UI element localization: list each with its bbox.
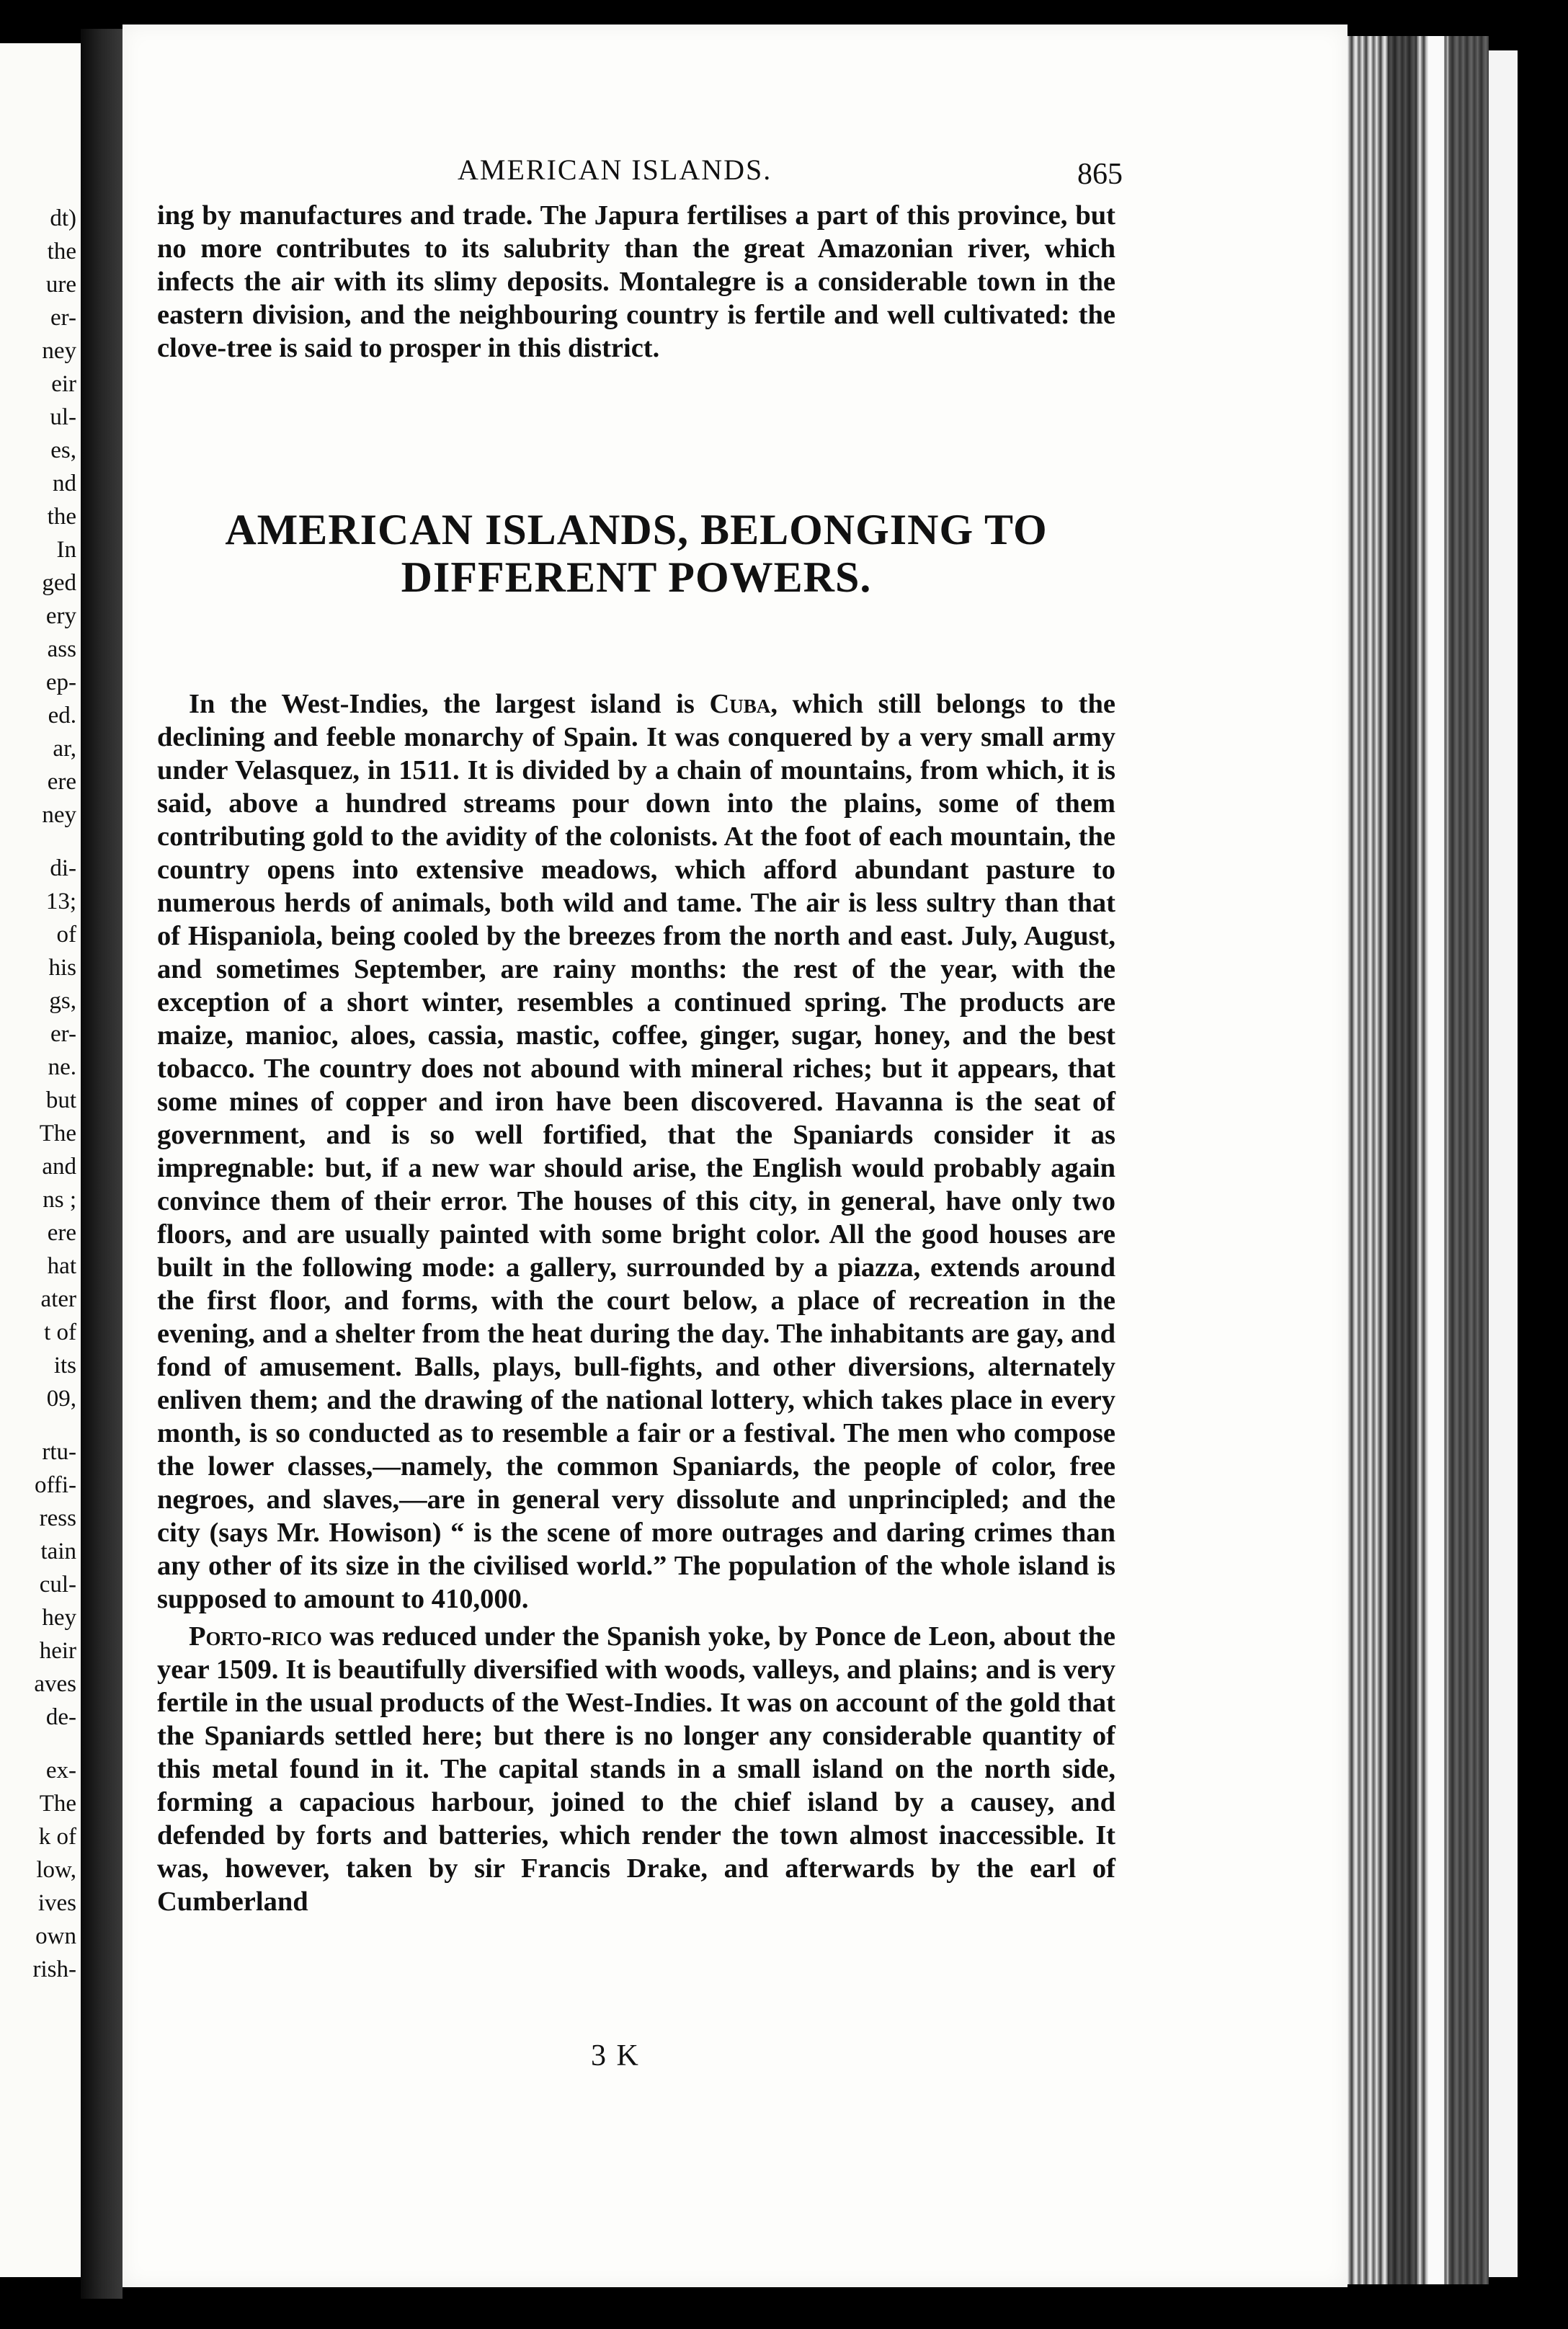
facing-page-line-fragment: ure (45, 272, 76, 298)
book-page (122, 25, 1348, 2287)
facing-page-line-fragment: er- (50, 305, 76, 331)
facing-page-line-fragment: ns ; (43, 1187, 76, 1213)
facing-page-line-fragment: the (47, 504, 76, 530)
background-edge (1489, 50, 1518, 2277)
facing-page-line-fragment: its (53, 1353, 76, 1379)
facing-page-line-fragment: k of (38, 1824, 76, 1850)
facing-page-line-fragment: offi- (34, 1472, 76, 1498)
section-title-line-1: AMERICAN ISLANDS, BELONGING TO (225, 506, 1048, 553)
facing-page-line-fragment: tain (40, 1538, 76, 1564)
facing-page-line-fragment: t of (44, 1319, 76, 1345)
facing-page-line-fragment: the (47, 239, 76, 264)
facing-page-line-fragment: hat (47, 1253, 76, 1279)
facing-page-line-fragment: his (48, 955, 76, 981)
facing-page-line-fragment: ne. (48, 1054, 76, 1080)
paragraph-rest: , which still belongs to the declining and feeble monarchy of Spain. It was conquered by a very small army under Velasquez, in 1511. It is divided by a chain of mountains, from which, it is said, above a hundred streams pour down into the plains, some of them contributing gold to the avidity of the colonists. At the foot of each mountain, the country opens into extensive meadows, which afford abundant pasture to numerous herds of animals, both wild and tame. The air is less sultry than that of Hispaniola, being cooled by the breezes from the north and east. July, August, and sometimes September, are rainy months: the rest of the year, with the exception of a short winter, resembles a continued spring. The products are maize, manioc, aloes, cassia, mastic, coffee, ginger, sugar, honey, and the best tobacco. The country does not abound with mineral riches; but it appears, that some mines of copper and iron have been discovered. Havanna is the seat of government, and is so well fortified, that the Spaniards consider it as impregnable: but, if a new war should arise, the English would probably again convince them of their error. The houses of this city, in general, have only two floors, and are usually painted with some bright color. All the good houses are built in the following mode: a gallery, surrounded by a piazza, extends around the first floor, and forms, with the court below, a place of recreation in the evening, and a shelter from the heat during the day. The inhabitants are gay, and fond of amusement. Balls, plays, bull-fights, and other diversions, alternately enliven them; and the drawing of the national lottery, which takes place in every month, is so conducted as to resemble a fair or a festival. The men who compose the lower classes,—namely, the common Spaniards, the people of color, free negroes, and slaves,—are in general very dissolute and unprincipled; and the city (says Mr. Howison) “ is the scene of more outrages and daring crimes than any other of its size in the civilised world.” The population of the whole island is supposed to amount to 410,000. (157, 689, 1115, 1614)
facing-page-line-fragment: low, (36, 1857, 76, 1883)
facing-page-line-fragment: ed. (48, 703, 76, 729)
paragraph-lead: In the West-Indies, the largest island is (189, 689, 710, 719)
facing-page-line-fragment: ney (42, 338, 76, 364)
facing-page-line-fragment: ere (47, 769, 76, 795)
section-title-line-2: DIFFERENT POWERS. (401, 553, 872, 601)
facing-page-line-fragment: and (42, 1154, 76, 1180)
facing-page-line-fragment: 13; (45, 889, 76, 914)
facing-page-line-fragment: The (39, 1121, 76, 1146)
page-edges (1348, 36, 1489, 2284)
section-title (157, 506, 1115, 601)
continued-paragraph (157, 199, 1115, 365)
facing-page-line-fragment: eir (51, 371, 76, 397)
facing-page-line-fragment: 09, (46, 1386, 76, 1412)
facing-page-line-fragment: ery (45, 603, 76, 629)
facing-page-line-fragment: but (45, 1087, 76, 1113)
facing-page-line-fragment: ep- (45, 669, 76, 695)
facing-page-line-fragment: es, (50, 437, 76, 463)
signature-mark: 3 K (591, 2039, 640, 2072)
facing-page-line-fragment: ives (37, 1890, 76, 1916)
place-name-cuba: Cuba (709, 689, 771, 719)
facing-page-line-fragment: In (56, 537, 76, 563)
facing-page-line-fragment: cul- (39, 1572, 76, 1598)
paragraph-cuba (157, 687, 1115, 1616)
facing-page-line-fragment: heir (39, 1638, 76, 1664)
facing-page-line-fragment: ere (47, 1220, 76, 1246)
place-name-porto-rico: Porto-rico (189, 1621, 322, 1652)
facing-page-line-fragment: ar, (53, 736, 76, 762)
facing-page-line-fragment: gs, (49, 988, 76, 1014)
facing-page-line-fragment: nd (53, 471, 76, 496)
facing-page-line-fragment: hey (42, 1605, 76, 1631)
facing-page-line-fragment: ex- (45, 1758, 76, 1784)
facing-page-fragment (0, 43, 81, 2277)
facing-page-line-fragment: aves (34, 1671, 76, 1697)
facing-page-line-fragment: ress (39, 1505, 76, 1531)
facing-page-line-fragment: rtu- (42, 1439, 76, 1465)
page-header (122, 133, 1348, 191)
facing-page-line-fragment: ater (40, 1286, 76, 1312)
book-gutter (81, 29, 122, 2299)
facing-page-line-fragment: ul- (50, 404, 76, 430)
paragraph-rest: was reduced under the Spanish yoke, by Ponce de Leon, about the year 1509. It is beautifully diversified with woods, valleys, and plains; and is very fertile in the usual products of the West-Indies. It was on account of the gold that the Spaniards settled here; but there is no longer any considerable quantity of this metal found in it. The capital stands in a small island on the north side, forming a capacious harbour, joined to the chief island by a causey, and defended by forts and batteries, which render the town almost inaccessible. It was, however, taken by sir Francis Drake, and afterwards by the earl of Cumberland (157, 1621, 1115, 1917)
facing-page-line-fragment: ass (47, 636, 76, 662)
facing-page-line-fragment: dt) (50, 205, 76, 231)
section-body (157, 687, 1115, 1918)
facing-page-line-fragment: of (56, 922, 76, 948)
running-head: AMERICAN ISLANDS. (458, 153, 772, 186)
facing-page-line-fragment: The (39, 1791, 76, 1817)
facing-page-line-fragment: own (35, 1923, 76, 1949)
facing-page-line-fragment: di- (50, 855, 76, 881)
facing-page-line-fragment: de- (45, 1704, 76, 1730)
facing-page-line-fragment: rish- (32, 1956, 76, 1982)
paragraph-text: ing by manufactures and trade. The Japura fertilises a part of this province, but no more contributes to its salubrity than the great Amazonian river, which infects the air with its slimy deposits. Montalegre is a considerable town in the eastern division, and the neighbouring country is fertile and well cultivated: the clove-tree is said to prosper in this district. (157, 200, 1115, 363)
page-number: 865 (1077, 158, 1123, 191)
facing-page-line-fragment: ged (42, 570, 76, 596)
facing-page-line-fragment: ney (42, 802, 76, 828)
facing-page-line-fragment: er- (50, 1021, 76, 1047)
paragraph-porto-rico (157, 1620, 1115, 1918)
